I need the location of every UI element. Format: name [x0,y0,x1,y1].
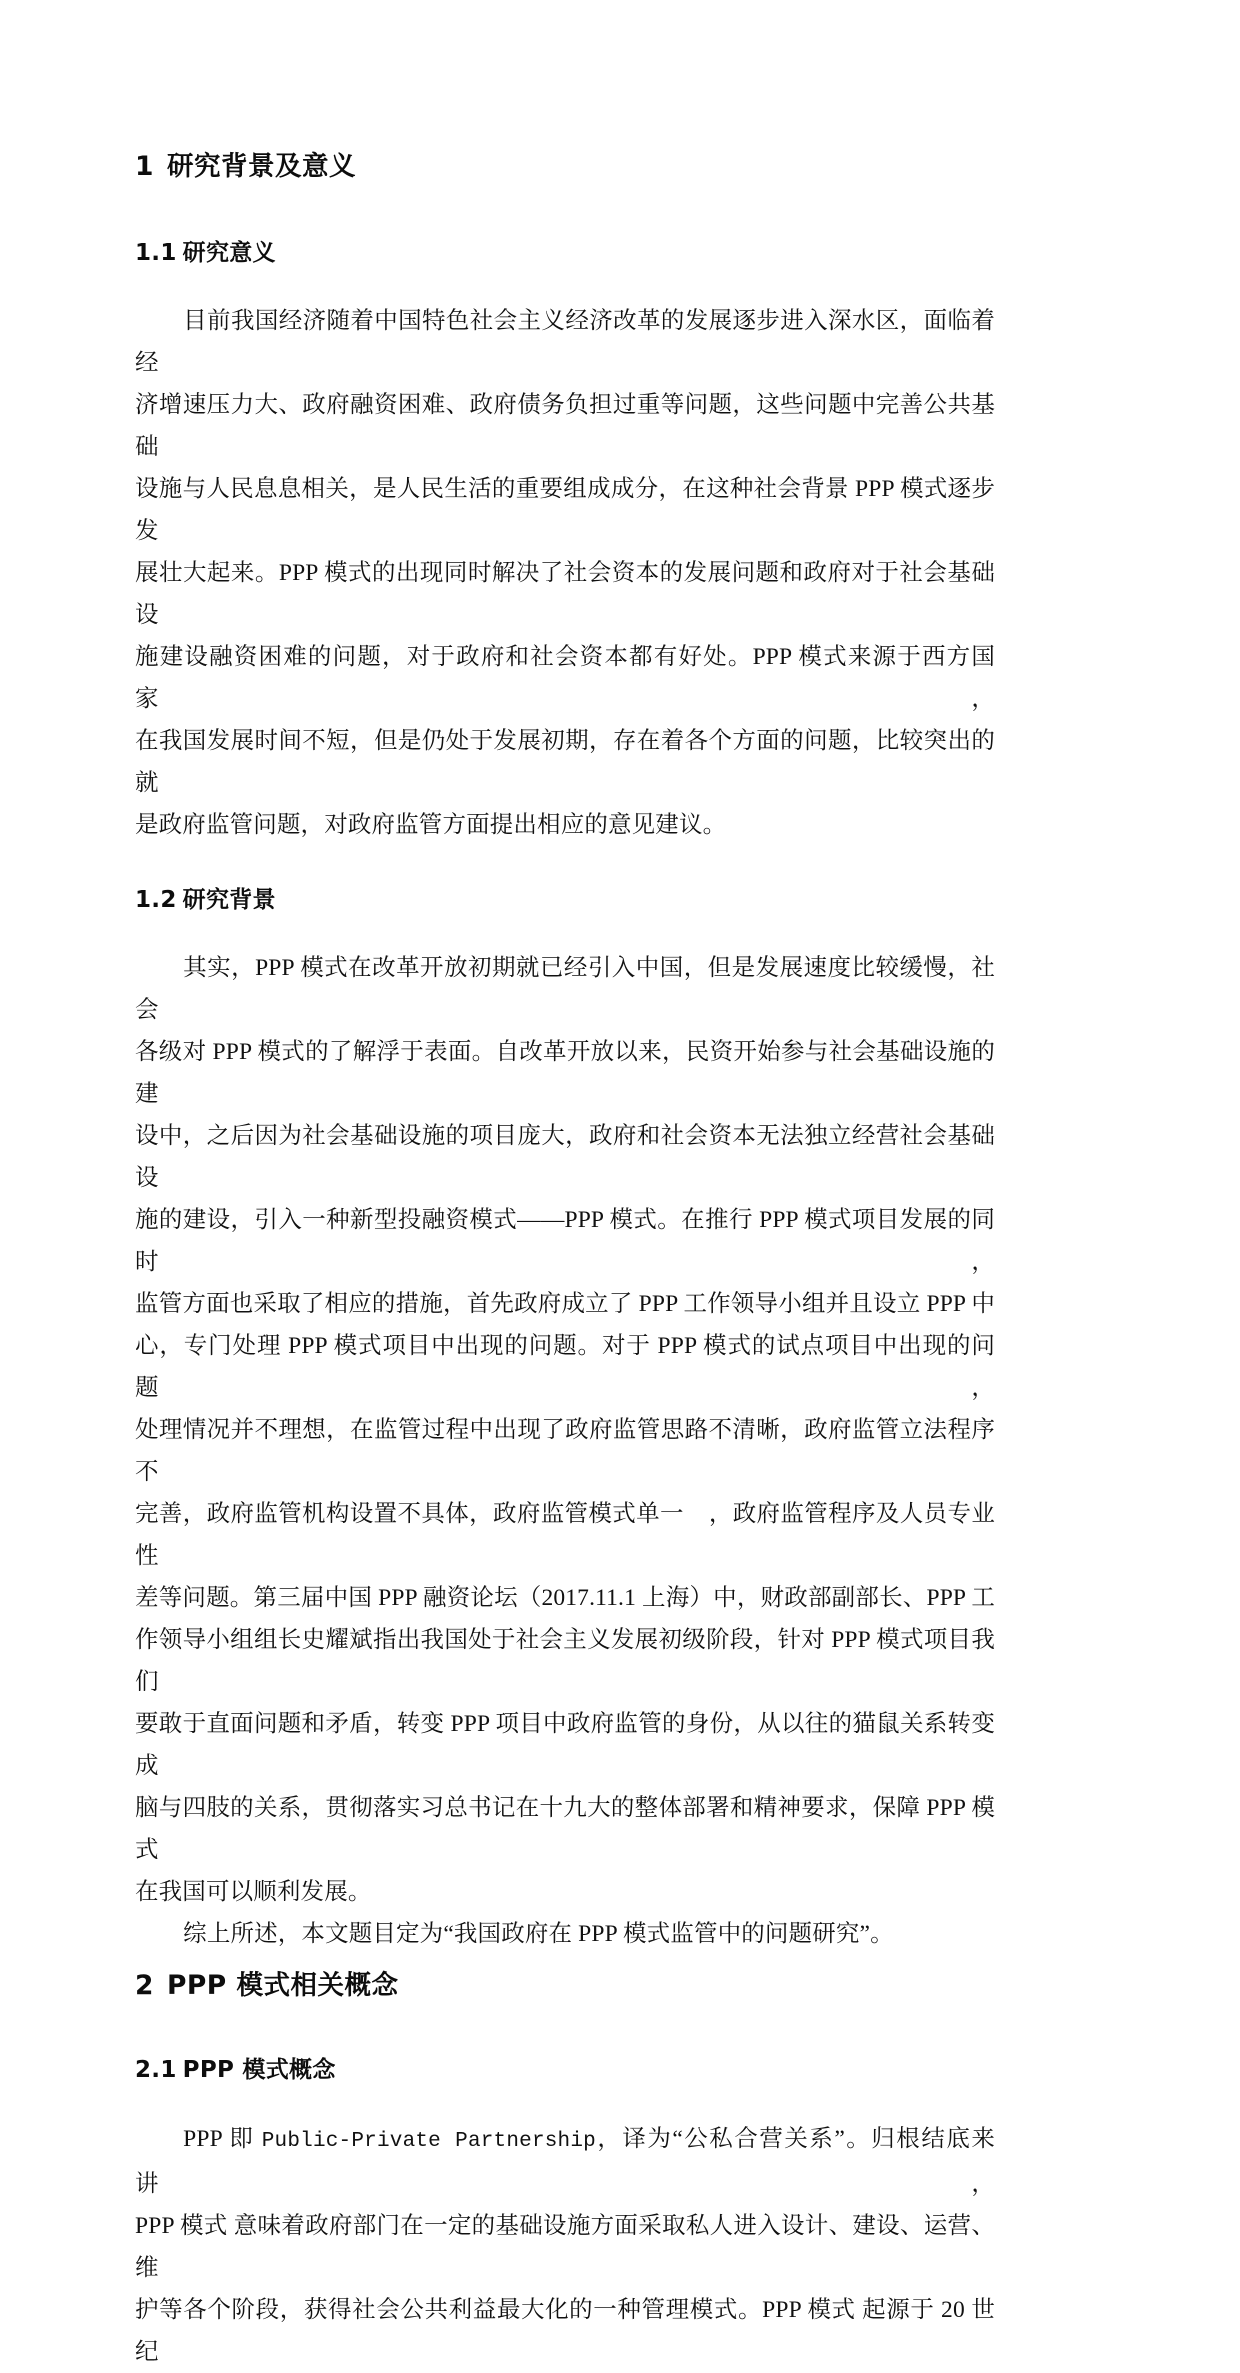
text-line: 要敢于直面问题和矛盾，转变 PPP 项目中政府监管的身份，从以往的猫鼠关系转变成 [135,1710,995,1779]
text-line: 监管方面也采取了相应的措施，首先政府成立了 PPP 工作领导小组并且设立 PPP 中 [135,1290,995,1317]
spacer [135,183,995,239]
spacer [135,915,995,947]
heading-section-1-2-title: 研究背景 [182,886,276,913]
heading-section-2-number: 2 [135,1969,154,2001]
heading-section-1-1-number: 1.1 [135,240,177,267]
heading-section-1-number: 1 [135,151,154,182]
text-line-closing: 综上所述，本文题目定为“我国政府在 PPP 模式监管中的问题研究”。 [183,1920,894,1947]
heading-section-1 [135,150,995,183]
text-line: 设中，之后因为社会基础设施的项目庞大，政府和社会资本无法独立经营社会基础设 [135,1122,995,1191]
spacer [135,268,995,300]
heading-section-1-2 [135,886,995,915]
text-line: PPP 模式 意味着政府部门在一定的基础设施方面采取私人进入设计、建设、运营、维 [135,2212,995,2281]
text-line: 施建设融资困难的问题，对于政府和社会资本都有好处。PPP 模式来源于西方国家， [135,643,995,712]
text-line: 目前我国经济随着中国特色社会主义经济改革的发展逐步进入深水区，面临着经 [135,307,995,376]
heading-section-1-1 [135,239,995,268]
spacer [135,2085,995,2118]
spacer [135,1955,995,1969]
paragraph-1-2 [135,947,995,1955]
text-line-with-term [135,2118,995,2205]
paragraph-2-1 [135,2118,995,2373]
text-line: 脑与四肢的关系，贯彻落实习总书记在十九大的整体部署和精神要求，保障 PPP 模式 [135,1794,995,1863]
text-line: 施的建设，引入一种新型投融资模式——PPP 模式。在推行 PPP 模式项目发展的同时， [135,1206,995,1275]
text-line: 设施与人民息息相关，是人民生活的重要组成成分，在这种社会背景 PPP 模式逐步发 [135,475,995,544]
spacer [135,846,995,886]
term-english: Public-Private Partnership [261,2129,596,2153]
text-line: 展壮大起来。PPP 模式的出现同时解决了社会资本的发展问题和政府对于社会基础设 [135,559,995,628]
heading-section-1-1-title: 研究意义 [182,240,276,267]
text-line: 作领导小组组长史耀斌指出我国处于社会主义发展初级阶段，针对 PPP 模式项目我们 [135,1626,995,1695]
term-prefix: PPP 即 [183,2125,262,2152]
text-line: 各级对 PPP 模式的了解浮于表面。自改革开放以来，民资开始参与社会基础设施的建 [135,1038,995,1107]
text-line: 是政府监管问题，对政府监管方面提出相应的意见建议。 [135,811,727,838]
heading-section-1-title: 研究背景及意义 [166,151,356,182]
text-line: 心，专门处理 PPP 模式项目中出现的问题。对于 PPP 模式的试点项目中出现的问题， [135,1332,995,1401]
text-line: 差等问题。第三届中国 PPP 融资论坛（2017.11.1 上海）中，财政部副部长、PPP 工 [135,1584,995,1611]
paragraph-1-1 [135,300,995,846]
text-line: 完善，政府监管机构设置不具体，政府监管模式单一 ，政府监管程序及人员专业性 [135,1500,995,1569]
heading-section-2-title: PPP 模式相关概念 [166,1969,399,2001]
heading-section-2 [135,1969,995,2002]
text-line: 在我国可以顺利发展。 [135,1878,372,1905]
text-line: 在我国发展时间不短，但是仍处于发展初期，存在着各个方面的问题，比较突出的就 [135,727,995,796]
text-line: 其实，PPP 模式在改革开放初期就已经引入中国，但是发展速度比较缓慢，社会 [135,954,995,1023]
heading-section-2-1-number: 2.1 [135,2056,177,2083]
text-line: 处理情况并不理想，在监管过程中出现了政府监管思路不清晰，政府监管立法程序不 [135,1416,995,1485]
text-line: 护等各个阶段，获得社会公共利益最大化的一种管理模式。PPP 模式 起源于 20 世纪 [135,2296,995,2365]
spacer [135,2002,995,2056]
text-line: 济增速压力大、政府融资困难、政府债务负担过重等问题，这些问题中完善公共基础 [135,391,995,460]
heading-section-2-1 [135,2056,995,2085]
heading-section-2-1-title: PPP 模式概念 [182,2056,336,2083]
heading-section-1-2-number: 1.2 [135,886,177,913]
page-content [135,150,995,2373]
term-suffix: ，译为“公私合营关系”。归根结底来讲， [135,2125,995,2197]
